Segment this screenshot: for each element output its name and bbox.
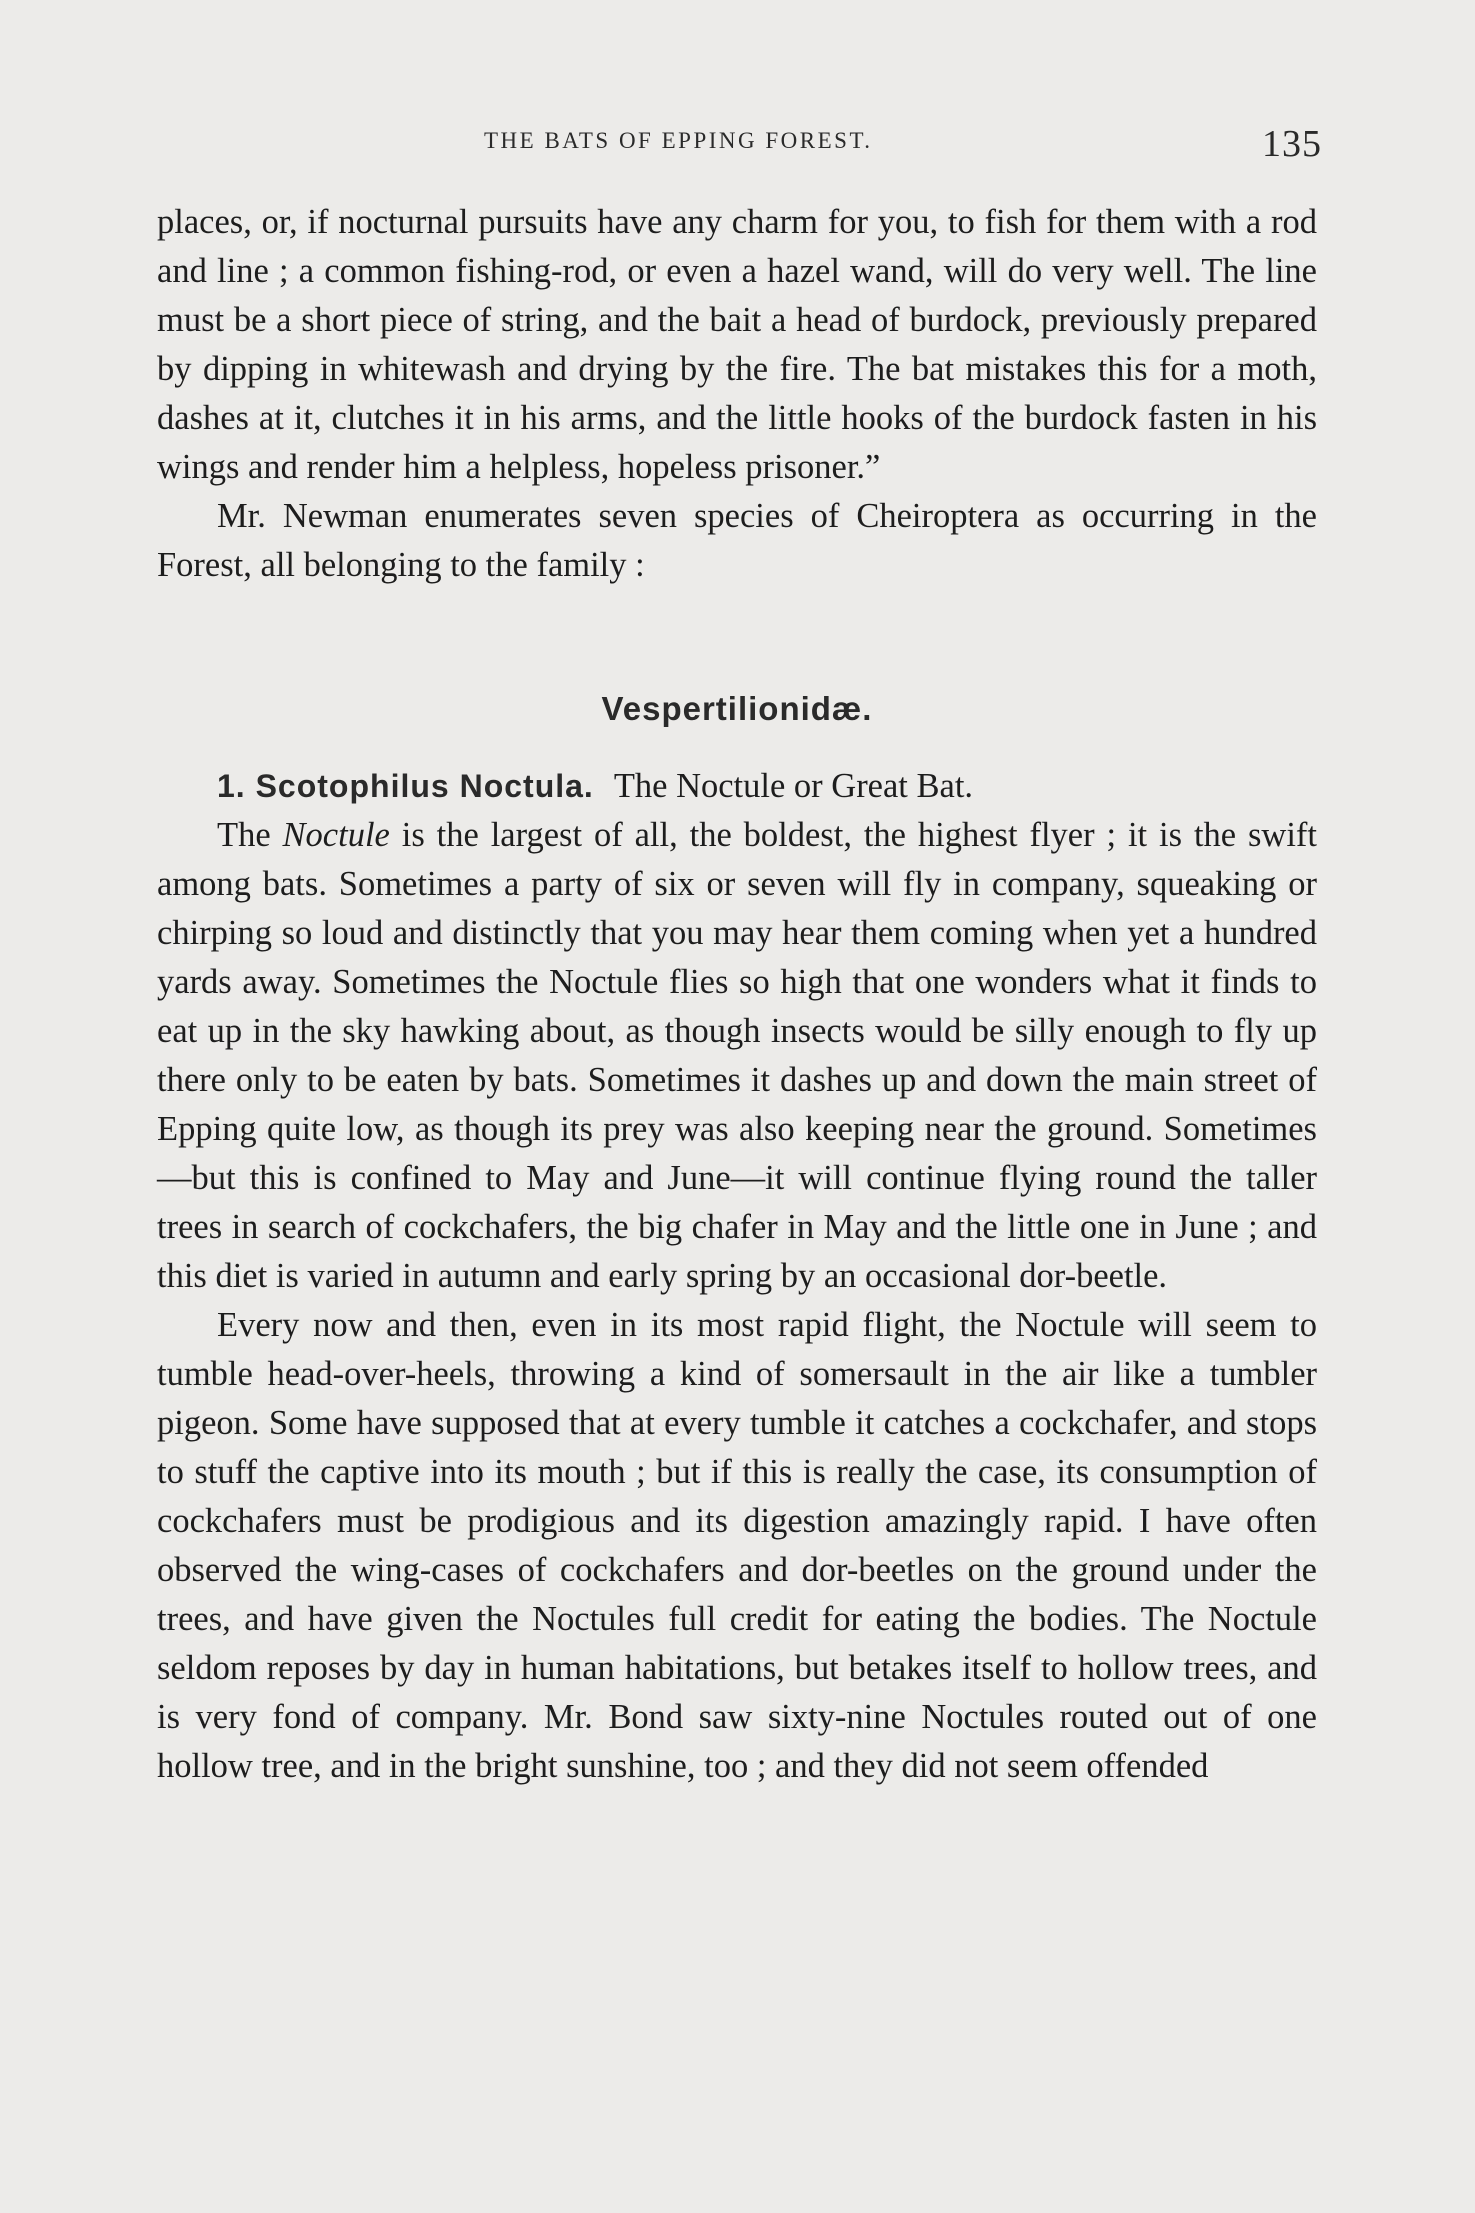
noctule-italic-word: Noctule	[282, 816, 390, 854]
paragraph-noctule-description	[157, 811, 1317, 1301]
species-heading	[217, 762, 1317, 811]
running-head-title: THE BATS OF EPPING FOREST.	[484, 128, 873, 153]
paragraph-noctule-flight: Every now and then, even in its most rapid flight, the Noctule will seem to tumble head-over-heels, throwing a kind of somersault in the air like a tumbler pigeon. Some have supposed that at every tumble it catches a cockchafer, and stops to stuff the captive into its mouth ; but if this is really the case, its consumption of cockchafers must be prodigious and its digestion amazingly rapid. I have often observed the wing-cases of cockchafers and dor-beetles on the ground under the trees, and have given the Noctules full credit for eating the bodies. The Noctule seldom reposes by day in human habitations, but betakes itself to hollow trees, and is very fond of company. Mr. Bond saw sixty-nine Noctules routed out of one hollow tree, and in the bright sunshine, too ; and they did not seem offended	[157, 1306, 1317, 1785]
paragraph-newman-species: Mr. Newman enumerates seven species of Cheiroptera as occurring in the Forest, all belonging to the family :	[157, 497, 1317, 584]
noctule-body: is the largest of all, the boldest, the highest flyer ; it is the swift among bats. Sometimes a party of six or seven will fly in company, squeaking or chirping so loud and distinctly that you may hear them coming when yet a hundred yards away. Sometimes the Noctule flies so high that one wonders what it finds to eat up in the sky hawking about, as though insects would be silly enough to fly up there only to be eaten by bats. Sometimes it dashes up and down the main street of Epping quite low, as though its prey was also keeping near the ground. Sometimes—but this is confined to May and June—it will continue flying round the taller trees in search of cockchafers, the big chafer in May and the little one in June ; and this diet is varied in autumn and early spring by an occasional dor-beetle.	[157, 816, 1318, 1295]
running-head	[0, 123, 1475, 168]
species-common-name: The Noctule or Great Bat.	[613, 767, 974, 805]
page-number: 135	[1262, 123, 1322, 165]
family-heading: Vespertilionidæ.	[601, 690, 873, 727]
noctule-lead: The	[217, 816, 283, 854]
species-scientific-name: 1. Scotophilus Noctula.	[217, 768, 594, 804]
paragraph-continuation: places, or, if nocturnal pursuits have any charm for you, to fish for them with a rod and line ; a common fishing-rod, or even a hazel wand, will do very well. The line must be a short piece of string, and the bait a head of burdock, previously prepared by dipping in whitewash and drying by the fire. The bat mistakes this for a moth, dashes at it, clutches it in his arms, and the little hooks of the burdock fasten in his wings and render him a helpless, hopeless prisoner.”	[157, 203, 1317, 486]
body-text	[157, 198, 1317, 1791]
